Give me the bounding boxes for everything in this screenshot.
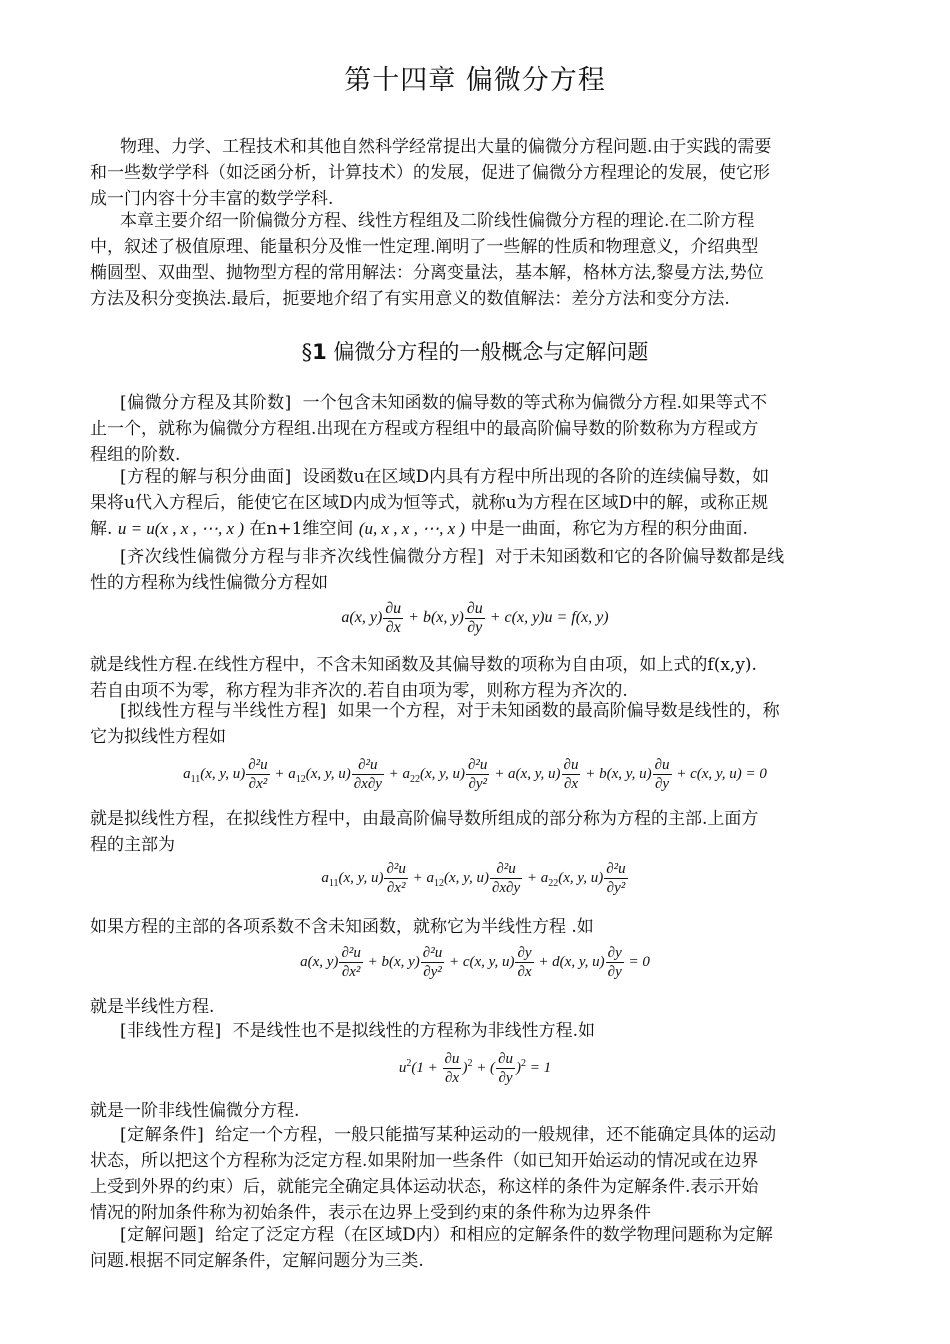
- def-solution: [90, 464, 860, 542]
- term-tag: [方程的解与积分曲面]: [120, 467, 292, 487]
- text-line: 情况的附加条件称为初始条件，表示在边界上受到约束的条件称为边界条件: [90, 1203, 651, 1223]
- text-line: 如果方程的主部的各项系数不含未知函数，就称它为半线性方程 .如: [90, 917, 594, 937]
- formula-principal: $a_{11}(x$, y, u) $\frac{\text{∂²u}}{\text{∂x²}}$ + $a_{12}(x$, y, u) $\frac{\text{∂²u}}{\partial x\partial y}$ + $a_{22}(x$, y, u) $\frac{\text{∂²u}}{\text{∂y²}}$: [321, 861, 626, 896]
- formula-nonlinear: $u^2(1$ + $\frac{\partial u}{\partial x}$ )$^2$ + ( $\frac{\partial u}{\partial y}$ )$^2$ = 1: [398, 1051, 552, 1086]
- intro-paragraph-2: [90, 208, 860, 312]
- formula-linear: a(x, y) $\frac{\partial u}{\partial x}$ + b(x, y) $\frac{\partial u}{\partial y}$ + c(x, y)u = f(x, y): [341, 600, 609, 636]
- text-line: 它为拟线性方程如: [90, 727, 226, 747]
- inline-formula: u = u(x , x , ⋯, x ): [117, 519, 244, 538]
- def-problem: [90, 1222, 860, 1274]
- text-line: 和一些数学学科（如泛函分析，计算技术）的发展，促进了偏微分方程理论的发展，使它形: [90, 163, 770, 183]
- section-heading: [0, 336, 950, 366]
- term-tag: [非线性方程]: [120, 1021, 222, 1041]
- def-semi: [90, 914, 860, 940]
- text-line: 方法及积分变换法.最后，扼要地介绍了有实用意义的数值解法：差分方法和变分方法.: [90, 289, 730, 309]
- section-title: 偏微分方程的一般概念与定解问题: [333, 340, 649, 364]
- section-number: 1: [312, 340, 327, 364]
- text-segment: 中是一曲面，称它为方程的积分曲面.: [470, 519, 748, 539]
- text-line: 状态，所以把这个方程称为泛定方程.如果附加一些条件（如已知开始运动的情况或在边界: [90, 1151, 759, 1171]
- term-tag: [偏微分方程及其阶数]: [120, 393, 292, 413]
- text-line: 如果一个方程，对于未知函数的最高阶偏导数是线性的，称: [337, 701, 780, 721]
- text-line: 对于未知函数和它的各阶偏导数都是线: [495, 547, 785, 567]
- formula-semi: a(x, y) $\frac{\text{∂²u}}{\text{∂x²}}$ + b(x, y) $\frac{\text{∂²u}}{\text{∂y²}}$ + c(x, y, u) $\frac{\partial y}{\partial x}$ + d(x, y, u) $\frac{\partial y}{\partial y}$ = 0: [300, 945, 650, 980]
- def-order: [90, 390, 860, 468]
- text-line: 物理、力学、工程技术和其他自然科学经常提出大量的偏微分方程问题.由于实践的需要: [120, 137, 772, 157]
- intro-paragraph-1: [90, 134, 860, 212]
- text-line: 问题.根据不同定解条件，定解问题分为三类.: [90, 1251, 424, 1271]
- text-line: 就是拟线性方程，在拟线性方程中，由最高阶偏导数所组成的部分称为方程的主部.上面方: [90, 809, 759, 829]
- text-line: 本章主要介绍一阶偏微分方程、线性方程组及二阶线性偏微分方程的理论.在二阶方程: [120, 211, 755, 231]
- text-line: 给定了泛定方程（在区域D内）和相应的定解条件的数学物理问题称为定解: [215, 1225, 773, 1245]
- text-line: 设函数u在区域D内具有方程中所出现的各阶的连续偏导数，如: [302, 467, 770, 487]
- term-tag: [齐次线性偏微分方程与非齐次线性偏微分方程]: [120, 547, 485, 567]
- text-line: 若自由项不为零，称方程为非齐次的.若自由项为零，则称方程为齐次的.: [90, 681, 628, 701]
- def-nonlinear: [90, 1018, 860, 1044]
- def-nonlinear-after: [90, 1098, 860, 1124]
- def-linear: [90, 544, 860, 596]
- text-line: 性的方程称为线性偏微分方程如: [90, 573, 328, 593]
- text-line: 果将u代入方程后，能使它在区域D内成为恒等式，就称u为方程在区域D中的解，或称正规: [90, 493, 769, 513]
- text-line: 成一门内容十分丰富的数学学科.: [90, 189, 334, 209]
- text-line: 止一个，就称为偏微分方程组.出现在方程或方程组中的最高阶偏导数的阶数称为方程或方: [90, 419, 759, 439]
- text-line: 就是半线性方程.: [90, 997, 215, 1017]
- text-segment: 在n+1维空间: [249, 519, 354, 539]
- term-tag: [定解问题]: [120, 1225, 205, 1245]
- chapter-title: 第十四章 偏微分方程: [344, 65, 606, 96]
- text-line: 给定一个方程，一般只能描写某种运动的一般规律，还不能确定具体的运动: [215, 1125, 777, 1145]
- def-conditions: [90, 1122, 860, 1226]
- text-line: 一个包含未知函数的偏导数的等式称为偏微分方程.如果等式不: [302, 393, 767, 413]
- formula-quasi: $a_{11}(x$, y, u) $\frac{\text{∂²u}}{\text{∂x²}}$ + $a_{12}(x$, y, u) $\frac{\text{∂²u}}{\partial x\partial y}$ + $a_{22}(x$, y, u) $\frac{\text{∂²u}}{\text{∂y²}}$ + a(x, y, u) $\frac{\partial u}{\partial x}$ + b(x, y, u) $\frac{\partial u}{\partial y}$ + c(x, y, u) = 0: [183, 757, 767, 792]
- def-semi-after: [90, 994, 860, 1020]
- text-line: 上受到外界的约束）后，就能完全确定具体运动状态，称这样的条件为定解条件.表示开始: [90, 1177, 759, 1197]
- text-line: 就是线性方程.在线性方程中，不含未知函数及其偏导数的项称为自由项，如上式的f(x,y).: [90, 655, 757, 675]
- section-mark: §: [301, 340, 313, 364]
- def-linear-after: [90, 652, 860, 704]
- term-tag: [拟线性方程与半线性方程]: [120, 701, 327, 721]
- def-quasi-after: [90, 806, 860, 858]
- text-line: 就是一阶非线性偏微分方程.: [90, 1101, 300, 1121]
- text-line: 中，叙述了极值原理、能量积分及惟一性定理.阐明了一些解的性质和物理意义，介绍典型: [90, 237, 759, 257]
- inline-formula: (u, x , x , ⋯, x ): [358, 519, 466, 538]
- text-segment: 解.: [90, 519, 113, 539]
- text-line: 程组的阶数.: [90, 445, 181, 465]
- def-quasi: [90, 698, 860, 750]
- term-tag: [定解条件]: [120, 1125, 205, 1145]
- text-line: 椭圆型、双曲型、抛物型方程的常用解法：分离变量法，基本解，格林方法,黎曼方法,势位: [90, 263, 764, 283]
- text-line: 程的主部为: [90, 835, 175, 855]
- text-line: 不是线性也不是拟线性的方程称为非线性方程.如: [232, 1021, 595, 1041]
